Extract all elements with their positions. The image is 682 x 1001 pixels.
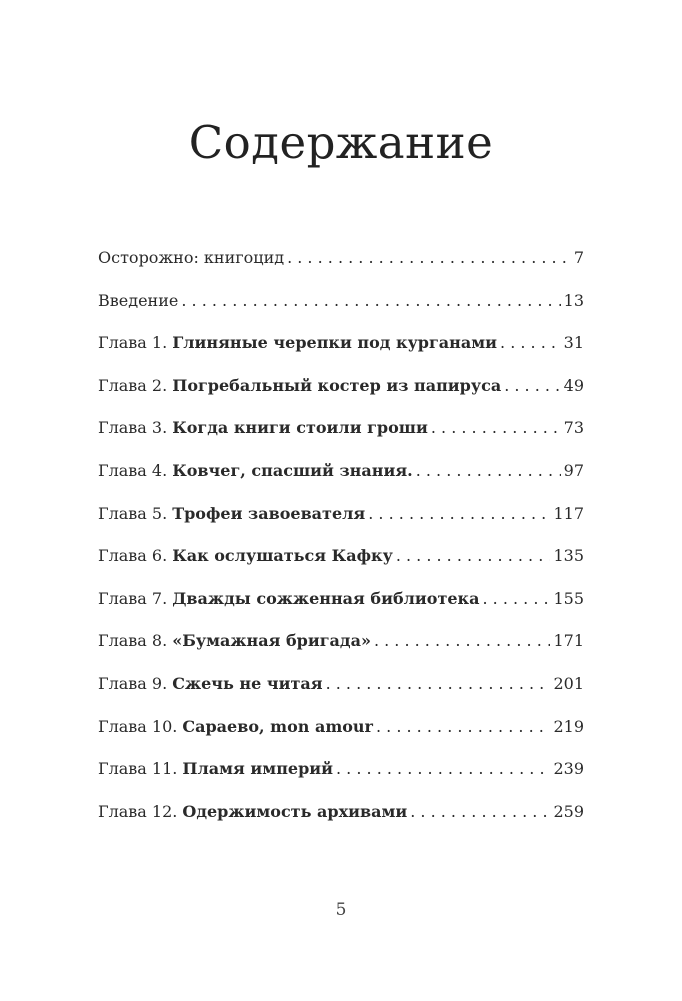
entry-page: 117 bbox=[553, 503, 584, 523]
entry-title: Сжечь не читая bbox=[172, 673, 323, 693]
entry-page: 135 bbox=[553, 546, 584, 566]
dot-leader bbox=[416, 461, 561, 480]
table-of-contents bbox=[98, 248, 584, 844]
dot-leader bbox=[326, 674, 551, 693]
entry-label: Глава 9. bbox=[98, 673, 168, 693]
entry-page: 155 bbox=[553, 588, 584, 608]
entry-title: Одержимость архивами bbox=[182, 801, 408, 821]
entry-title: Ковчег, спасший знания. bbox=[172, 460, 413, 480]
entry-label: Осторожно: книгоцид bbox=[98, 248, 285, 267]
entry-page: 49 bbox=[563, 375, 584, 395]
entry-page: 201 bbox=[553, 673, 584, 693]
entry-title: Когда книги стоили гроши bbox=[172, 418, 428, 438]
dot-leader bbox=[374, 631, 551, 650]
entry-label: Введение bbox=[98, 290, 179, 310]
toc-entry bbox=[98, 717, 584, 760]
entry-label: Глава 4. bbox=[98, 460, 168, 480]
toc-entry bbox=[98, 504, 584, 547]
dot-leader bbox=[396, 546, 551, 565]
entry-label: Глава 6. bbox=[98, 546, 168, 566]
dot-leader bbox=[368, 504, 550, 523]
toc-entry bbox=[98, 291, 584, 334]
entry-title: Дважды сожженная библиотека bbox=[172, 588, 480, 608]
dot-leader bbox=[431, 418, 561, 437]
entry-label: Глава 7. bbox=[98, 588, 168, 608]
entry-label: Глава 11. bbox=[98, 759, 178, 779]
entry-page: 259 bbox=[553, 801, 584, 821]
toc-entry bbox=[98, 589, 584, 632]
entry-page: 171 bbox=[553, 631, 584, 651]
dot-leader bbox=[500, 333, 561, 352]
toc-entry bbox=[98, 248, 584, 291]
entry-page: 219 bbox=[553, 716, 584, 736]
toc-entry bbox=[98, 333, 584, 376]
toc-entry bbox=[98, 376, 584, 419]
dot-leader bbox=[181, 291, 560, 310]
dot-leader bbox=[376, 717, 550, 736]
entry-label: Глава 2. bbox=[98, 375, 168, 395]
entry-page: 13 bbox=[563, 290, 584, 310]
entry-label: Глава 10. bbox=[98, 716, 178, 736]
entry-label: Глава 12. bbox=[98, 801, 178, 821]
entry-title: Погребальный костер из папируса bbox=[172, 375, 502, 395]
toc-entry bbox=[98, 759, 584, 802]
toc-entry bbox=[98, 674, 584, 717]
entry-title: Трофеи завоевателя bbox=[172, 503, 366, 523]
entry-page: 7 bbox=[573, 248, 584, 267]
dot-leader bbox=[336, 759, 550, 778]
toc-entry bbox=[98, 418, 584, 461]
entry-page: 97 bbox=[563, 460, 584, 480]
dot-leader bbox=[410, 802, 550, 821]
dot-leader bbox=[504, 376, 560, 395]
toc-entry bbox=[98, 546, 584, 589]
toc-entry bbox=[98, 631, 584, 674]
dot-leader bbox=[482, 589, 550, 608]
toc-entry bbox=[98, 802, 584, 845]
entry-label: Глава 8. bbox=[98, 631, 168, 651]
entry-label: Глава 3. bbox=[98, 418, 168, 438]
entry-label: Глава 5. bbox=[98, 503, 168, 523]
toc-entry bbox=[98, 461, 584, 504]
entry-title: Пламя империй bbox=[182, 759, 333, 779]
entry-title: Как ослушаться Кафку bbox=[172, 546, 393, 566]
entry-page: 239 bbox=[553, 759, 584, 779]
dot-leader bbox=[287, 248, 571, 267]
entry-title: Сараево, mon amour bbox=[182, 716, 373, 736]
page-number: 5 bbox=[335, 900, 347, 920]
entry-title: Глиняные черепки под курганами bbox=[172, 333, 498, 353]
entry-page: 73 bbox=[563, 418, 584, 438]
entry-label: Глава 1. bbox=[98, 333, 168, 353]
entry-title: «Бумажная бригада» bbox=[172, 631, 371, 651]
entry-page: 31 bbox=[563, 333, 584, 353]
page-title: Содержание bbox=[188, 116, 494, 170]
